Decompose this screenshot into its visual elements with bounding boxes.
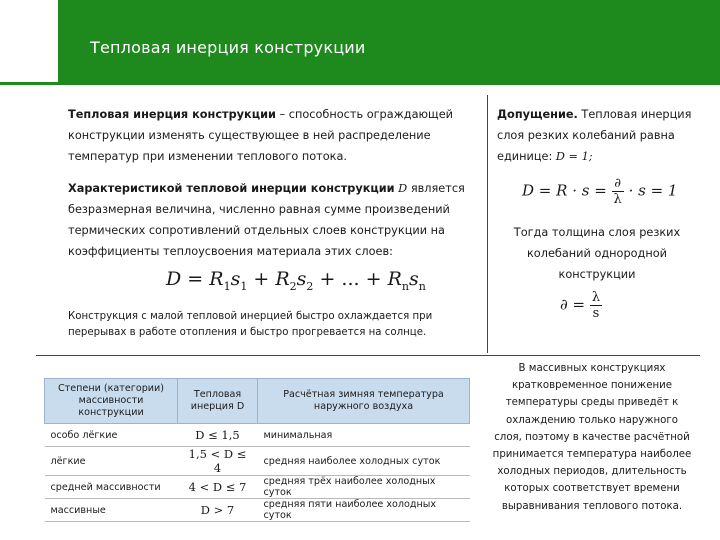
formula2-lhs: D = R · s = (522, 181, 607, 200)
cell-temperature: средняя пяти наиболее холодных суток (258, 499, 470, 522)
table-row (45, 447, 470, 476)
table-row (45, 424, 470, 447)
table-header-row (45, 379, 470, 424)
thickness-paragraph: Тогда толщина слоя резких колебаний однородной конструкции (513, 226, 681, 281)
characteristic-text: является безразмерная величина, численно равная сумме произведений термических сопротивлений отдельных слоев конструкции на коэффициенты теплоусвоения материала этих слоев: (68, 182, 465, 258)
formula3-num: λ (591, 290, 601, 305)
term1-r: R (209, 268, 224, 290)
vertical-divider (487, 95, 488, 353)
formula2-den: λ (613, 192, 622, 207)
massive-constructions-note: В массивных конструкциях кратковременное понижение температуры среды приведёт к охлаждению только наружного слоя, поэтому в качестве расчётной принимается температура наиболее холодных периодов, длительность которых соответствует времени выравнивания теплового потока. (492, 363, 692, 512)
definition-text: – способность ограждающей конструкции изменять существующее в ней распределение температур при изменении теплового потока. (68, 108, 453, 163)
massiveness-table (44, 378, 470, 522)
formula3-den: s (592, 306, 600, 321)
left-margin (0, 0, 58, 82)
header-inertia: Тепловая инерция D (178, 379, 258, 424)
term2-r: R (275, 268, 290, 290)
characteristic-symbol: D (398, 182, 408, 195)
formula2-fraction (612, 176, 624, 207)
term2-s: s (296, 268, 307, 290)
termn-s-sub: n (418, 279, 426, 293)
formula-plus: + (253, 268, 270, 290)
formula3-lhs: ∂ = (560, 295, 586, 314)
termn-r: R (387, 268, 402, 290)
table-row (45, 476, 470, 499)
cell-category: массивные (45, 499, 178, 522)
header-underline (0, 82, 720, 85)
formula-eq: = (187, 268, 204, 290)
formula2-num: ∂ (612, 176, 624, 192)
cell-temperature: минимальная (258, 424, 470, 447)
assumption-paragraph (497, 104, 707, 167)
term1-s: s (230, 268, 241, 290)
cell-category: средней массивности (45, 476, 178, 499)
characteristic-lead: Характеристикой тепловой инерции конструкции (68, 182, 395, 195)
definition-paragraph (68, 104, 472, 167)
assumption-formula: D = 1; (555, 150, 593, 163)
cell-inertia: 1,5 < D ≤ 4 (178, 447, 258, 476)
horizontal-divider (36, 355, 700, 356)
header-category: Степени (категории) массивности конструкции (45, 379, 178, 424)
low-inertia-note: Конструкция с малой тепловой инерцией быстро охлаждается при перерывах в работе отопления и быстро прогревается на солнце. (68, 311, 433, 338)
cell-inertia: 4 < D ≤ 7 (178, 476, 258, 499)
table-row (45, 499, 470, 522)
cell-category: особо лёгкие (45, 424, 178, 447)
formula2-rhs: · s = 1 (628, 181, 678, 200)
main-formula (166, 268, 426, 293)
slide-title: Тепловая инерция конструкции (90, 38, 366, 57)
cell-temperature: средняя наиболее холодных суток (258, 447, 470, 476)
cell-temperature: средняя трёх наиболее холодных суток (258, 476, 470, 499)
assumption-label: Допущение. (497, 108, 578, 121)
term1-r-sub: 1 (223, 279, 231, 293)
characteristic-paragraph (68, 178, 472, 262)
termn-s: s (408, 268, 419, 290)
term2-s-sub: 2 (306, 279, 314, 293)
cell-inertia: D > 7 (178, 499, 258, 522)
header-temperature: Расчётная зимняя температура наружного воздуха (258, 379, 470, 424)
termn-r-sub: n (401, 279, 409, 293)
term1-s-sub: 1 (240, 279, 248, 293)
term2-r-sub: 2 (289, 279, 297, 293)
definition-term: Тепловая инерция конструкции (68, 108, 276, 121)
cell-inertia: D ≤ 1,5 (178, 424, 258, 447)
assumption-text: Тепловая инерция слоя резких колебаний равна единице: (497, 108, 692, 163)
formula3-fraction (590, 290, 602, 321)
formula-lhs: D (166, 268, 182, 290)
formula-thickness (560, 290, 602, 321)
cell-category: лёгкие (45, 447, 178, 476)
formula-ellipsis: + ... + (319, 268, 382, 290)
formula-dr-s (522, 176, 677, 207)
